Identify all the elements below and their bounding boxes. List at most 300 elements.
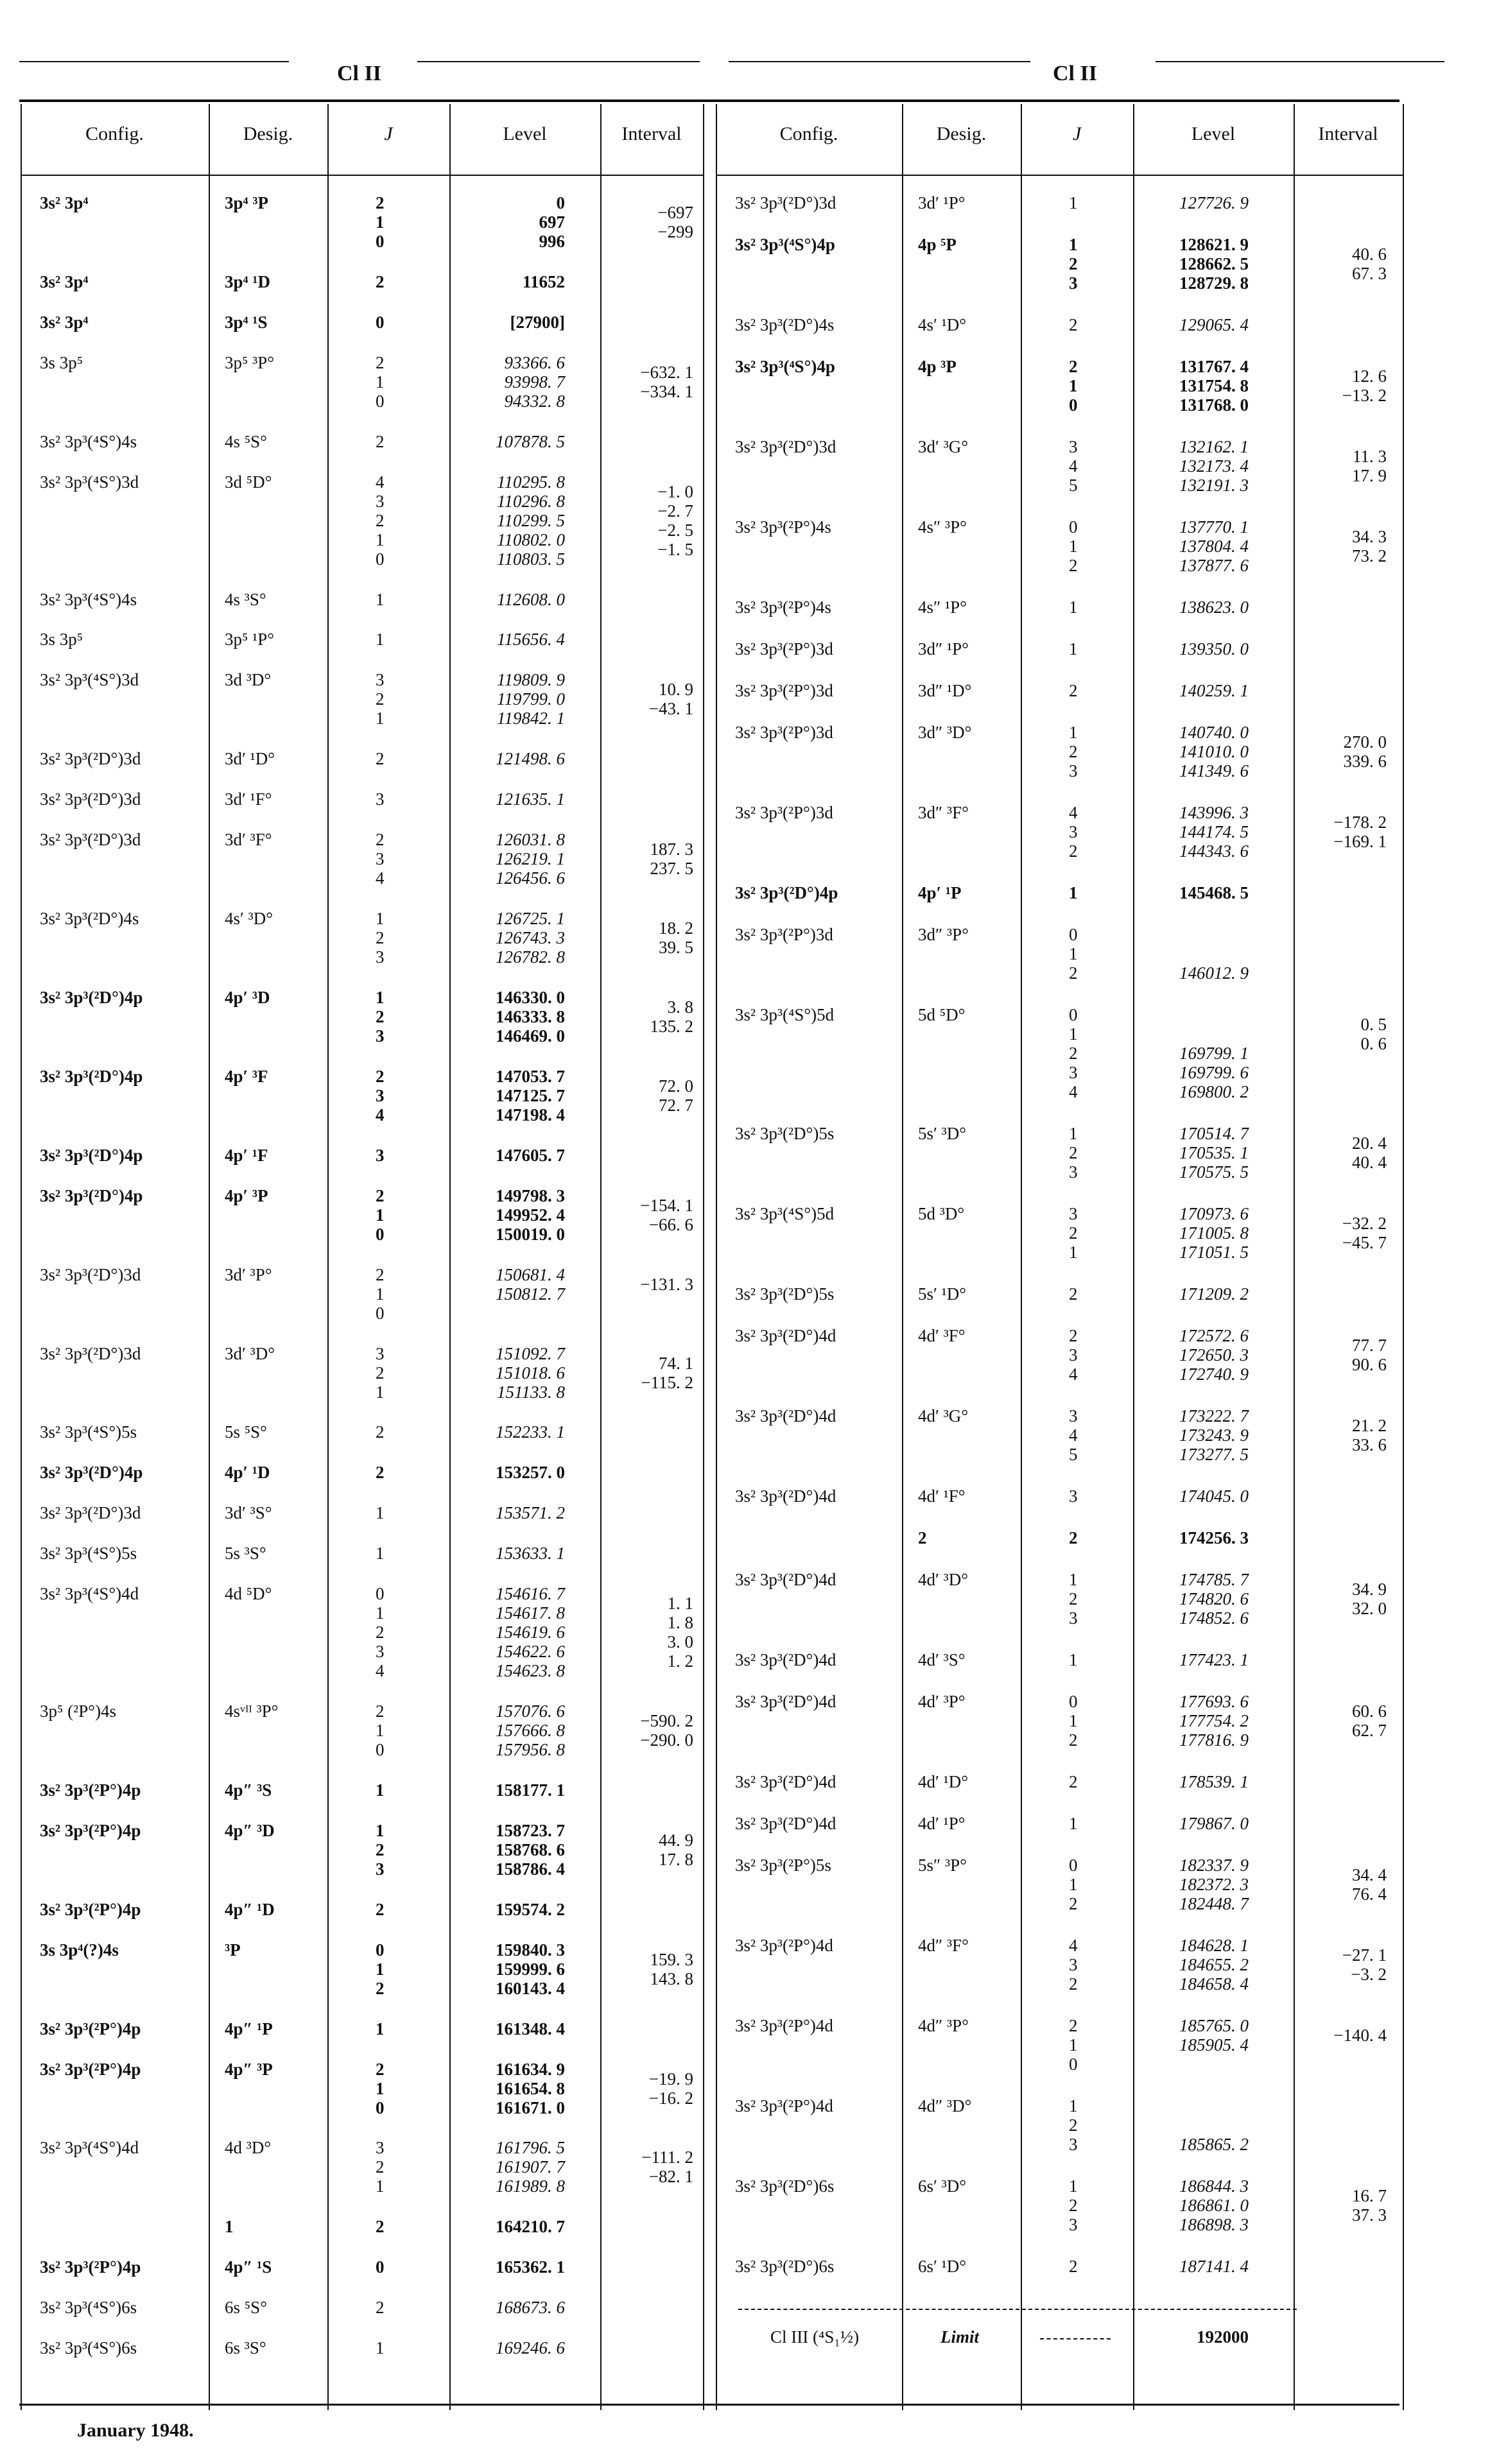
left-header-desig: Desig. bbox=[243, 123, 293, 144]
left-level-value: 146333. 8 bbox=[496, 1006, 565, 1026]
left-level-value: 160143. 4 bbox=[496, 1978, 565, 1998]
left-interval-value: −2. 5 bbox=[657, 520, 693, 540]
left-config: 3s² 3p³(⁴S°)5s bbox=[40, 1422, 137, 1442]
left-level-value: 157666. 8 bbox=[496, 1721, 565, 1740]
left-j-value: 1 bbox=[376, 630, 385, 650]
left-level-value: 149952. 4 bbox=[496, 1205, 565, 1225]
left-desig: 3d′ ¹F° bbox=[225, 789, 272, 809]
right-j-value: 2 bbox=[1069, 1730, 1078, 1750]
right-interval-value: −3. 2 bbox=[1351, 1965, 1387, 1984]
right-config: 3s² 3p³(²D°)4d bbox=[735, 1772, 836, 1791]
left-level-value: 119799. 0 bbox=[497, 689, 565, 709]
right-interval-value: 12. 6 bbox=[1352, 366, 1387, 386]
right-interval-value: 67. 3 bbox=[1352, 264, 1387, 283]
left-desig: 4sᵛᴵᴵ ³P° bbox=[225, 1702, 279, 1721]
left-interval-value: −66. 6 bbox=[648, 1214, 693, 1234]
right-j-value: 2 bbox=[1069, 1326, 1078, 1345]
right-j-value: 3 bbox=[1069, 1406, 1078, 1426]
left-interval-value: 39. 5 bbox=[659, 938, 693, 957]
right-config: 3s² 3p³(²D°)4s bbox=[735, 315, 835, 334]
left-config: 3s² 3p³(⁴S°)3d bbox=[40, 670, 139, 690]
right-j-value: 1 bbox=[1069, 2096, 1078, 2115]
left-interval-value: 17. 8 bbox=[659, 1849, 693, 1869]
left-j-value: 2 bbox=[376, 1899, 385, 1919]
limit-desig: Limit bbox=[940, 2327, 979, 2347]
right-level-value: 172740. 9 bbox=[1179, 1365, 1249, 1384]
left-j-value: 2 bbox=[376, 1463, 385, 1483]
left-interval-value: −19. 9 bbox=[648, 2069, 693, 2089]
right-level-value: 177423. 1 bbox=[1179, 1650, 1249, 1669]
right-level-value: 132191. 3 bbox=[1179, 476, 1249, 495]
right-level-value: 169799. 1 bbox=[1179, 1044, 1249, 1063]
left-config: 3s² 3p³(²D°)4p bbox=[40, 1463, 143, 1483]
right-level-value: 128621. 9 bbox=[1179, 235, 1249, 254]
right-config: 3s² 3p³(⁴S°)5d bbox=[735, 1204, 835, 1223]
right-level-value: 127726. 9 bbox=[1179, 193, 1249, 212]
left-interval-value: −290. 0 bbox=[640, 1730, 693, 1750]
right-desig: 5s′ ³D° bbox=[918, 1124, 967, 1143]
right-level-value: 146012. 9 bbox=[1179, 963, 1249, 983]
right-j-value: 3 bbox=[1069, 1204, 1078, 1223]
right-config: 3s² 3p³(²D°)5s bbox=[735, 1124, 835, 1143]
right-j-value: 1 bbox=[1069, 723, 1078, 742]
right-desig: 3d″ ¹P° bbox=[918, 639, 969, 659]
right-j-value: 2 bbox=[1069, 2257, 1078, 2276]
left-j-value: 4 bbox=[376, 1105, 385, 1124]
right-j-value: 0 bbox=[1069, 1856, 1078, 1875]
right-level-value: 179867. 0 bbox=[1179, 1814, 1249, 1833]
right-j-value: 0 bbox=[1069, 517, 1078, 537]
left-interval-value: 237. 5 bbox=[650, 859, 693, 879]
left-j-value: 2 bbox=[376, 1702, 385, 1721]
right-j-value: 1 bbox=[1069, 639, 1078, 659]
right-desig: 4d′ ³S° bbox=[918, 1650, 966, 1669]
left-level-value: 161796. 5 bbox=[496, 2138, 565, 2158]
right-config: 3s² 3p³(²D°)3d bbox=[735, 193, 836, 212]
left-level-value: 110295. 8 bbox=[497, 472, 565, 492]
left-j-value: 2 bbox=[376, 1363, 385, 1383]
right-j-value: 1 bbox=[1069, 1124, 1078, 1143]
right-interval-value: 33. 6 bbox=[1352, 1435, 1387, 1454]
left-j-value: 0 bbox=[376, 2098, 385, 2117]
right-config: 3s² 3p³(²P°)4d bbox=[735, 2096, 833, 2115]
left-j-value: 3 bbox=[376, 491, 385, 511]
right-j-value: 1 bbox=[1069, 376, 1078, 395]
left-interval-value: 44. 9 bbox=[659, 1830, 693, 1850]
left-level-value: 121498. 6 bbox=[496, 749, 565, 769]
left-j-value: 1 bbox=[376, 1205, 385, 1225]
left-interval-value: −131. 3 bbox=[640, 1274, 693, 1294]
left-config: 3s² 3p³(²D°)3d bbox=[40, 1264, 141, 1284]
left-j-value: 3 bbox=[376, 1343, 385, 1363]
left-interval-value: −632. 1 bbox=[640, 362, 693, 382]
left-j-value: 2 bbox=[376, 2059, 385, 2079]
left-config: 3s² 3p³(⁴S°)4d bbox=[40, 1584, 139, 1604]
left-level-value: 161348. 4 bbox=[496, 2019, 565, 2038]
left-level-value: 161989. 8 bbox=[496, 2176, 565, 2196]
right-desig: 4d″ ³P° bbox=[918, 2016, 969, 2035]
left-desig: 3p⁴ ¹S bbox=[225, 312, 268, 332]
left-j-value: 1 bbox=[376, 2019, 385, 2038]
right-desig: 4d′ ¹D° bbox=[918, 1772, 969, 1791]
right-config: 3s² 3p³(²D°)3d bbox=[735, 437, 836, 456]
left-desig: 4p′ ³P bbox=[225, 1185, 268, 1205]
right-level-value: 169799. 6 bbox=[1179, 1063, 1249, 1082]
right-config: 3s² 3p³(²D°)4d bbox=[735, 1570, 836, 1589]
right-j-value: 3 bbox=[1069, 761, 1078, 780]
left-interval-value: −43. 1 bbox=[648, 699, 693, 719]
right-desig: 4d′ ³P° bbox=[918, 1692, 966, 1711]
left-level-value: 158768. 6 bbox=[496, 1839, 565, 1859]
right-level-value: 128729. 8 bbox=[1179, 273, 1249, 293]
right-config: 3s² 3p³(⁴S°)4p bbox=[735, 235, 835, 254]
left-level-value: 11652 bbox=[522, 271, 565, 291]
right-j-value: 2 bbox=[1069, 1284, 1078, 1304]
left-config: 3s² 3p³(²D°)4s bbox=[40, 909, 139, 928]
left-config: 3s² 3p³(⁴S°)5s bbox=[40, 1544, 137, 1564]
left-config: 3s 3p⁵ bbox=[40, 352, 83, 372]
left-config: 3s² 3p³(²P°)4p bbox=[40, 2059, 141, 2079]
left-interval-value: 72. 7 bbox=[659, 1095, 693, 1115]
left-j-value: 1 bbox=[376, 1721, 385, 1740]
right-j-value: 3 bbox=[1069, 822, 1078, 841]
right-interval-value: −32. 2 bbox=[1342, 1214, 1387, 1233]
left-config: 3s² 3p⁴ bbox=[40, 193, 89, 212]
right-level-value: 138623. 0 bbox=[1179, 598, 1249, 617]
left-config: 3s² 3p⁴ bbox=[40, 312, 89, 332]
right-j-value: 2 bbox=[1069, 2196, 1078, 2215]
left-j-value: 2 bbox=[376, 689, 385, 709]
right-interval-value: −13. 2 bbox=[1342, 386, 1387, 405]
left-level-value: 110802. 0 bbox=[497, 530, 565, 549]
right-interval-value: 62. 7 bbox=[1352, 1721, 1387, 1740]
left-config: 3s² 3p³(²D°)3d bbox=[40, 789, 141, 809]
right-level-value: 173222. 7 bbox=[1179, 1406, 1249, 1426]
left-interval-value: 1. 1 bbox=[667, 1594, 693, 1614]
left-level-value: 996 bbox=[539, 232, 565, 251]
left-interval-value: −1. 5 bbox=[657, 539, 693, 559]
left-level-value: 161634. 9 bbox=[496, 2059, 565, 2079]
left-level-value: 147198. 4 bbox=[496, 1105, 565, 1124]
left-j-value: 1 bbox=[376, 372, 385, 392]
right-j-value: 3 bbox=[1069, 2215, 1078, 2234]
left-config: 3s² 3p³(²P°)4p bbox=[40, 2257, 141, 2277]
right-interval-value: 0. 6 bbox=[1360, 1034, 1387, 1053]
right-config: 3s² 3p³(²P°)3d bbox=[735, 639, 833, 659]
right-level-value: 171051. 5 bbox=[1179, 1243, 1249, 1262]
right-j-value: 3 bbox=[1069, 437, 1078, 456]
right-desig: 6s′ ¹D° bbox=[918, 2257, 967, 2276]
right-interval-value: 73. 2 bbox=[1352, 546, 1387, 565]
left-desig: 5s ³S° bbox=[225, 1544, 266, 1564]
left-j-value: 0 bbox=[376, 312, 385, 332]
right-j-value: 2 bbox=[1069, 556, 1078, 575]
left-level-value: 159574. 2 bbox=[496, 1899, 565, 1919]
left-level-value: 154619. 6 bbox=[496, 1623, 565, 1642]
left-j-value: 1 bbox=[376, 2078, 385, 2098]
right-interval-value: 34. 3 bbox=[1352, 527, 1387, 546]
right-level-value: 184658. 4 bbox=[1179, 1974, 1249, 1994]
left-j-value: 1 bbox=[376, 987, 385, 1007]
right-header-j: J bbox=[1072, 123, 1082, 144]
right-j-value: 1 bbox=[1069, 537, 1078, 556]
right-desig: 3d″ ³D° bbox=[918, 723, 972, 742]
left-desig: 4p″ ³P bbox=[225, 2059, 273, 2079]
right-j-value: 2 bbox=[1069, 963, 1078, 983]
right-desig: 4s′ ¹D° bbox=[918, 315, 967, 334]
left-interval-value: 1. 8 bbox=[667, 1613, 693, 1633]
right-level-value: 132162. 1 bbox=[1179, 437, 1249, 456]
right-level-value: 174045. 0 bbox=[1179, 1486, 1249, 1506]
left-interval-value: −115. 2 bbox=[641, 1372, 693, 1392]
right-j-value: 0 bbox=[1069, 925, 1078, 944]
left-desig: 4s′ ³D° bbox=[225, 909, 273, 928]
left-desig: 4d ³D° bbox=[225, 2138, 272, 2158]
left-config: 3s² 3p³(²P°)4p bbox=[40, 1780, 141, 1800]
right-level-value: 137804. 4 bbox=[1179, 537, 1249, 556]
left-level-value: 126031. 8 bbox=[496, 830, 565, 850]
page-title-left: Cl II bbox=[337, 62, 381, 85]
left-level-value: 110299. 5 bbox=[497, 510, 565, 530]
left-j-value: 3 bbox=[376, 1642, 385, 1662]
left-level-value: 158723. 7 bbox=[496, 1820, 565, 1840]
left-header-level: Level bbox=[503, 123, 547, 144]
left-col-line bbox=[21, 104, 22, 2410]
left-header-config: Config. bbox=[85, 123, 144, 144]
right-interval-value: −45. 7 bbox=[1342, 1233, 1387, 1252]
right-j-value: 2 bbox=[1069, 841, 1078, 861]
right-col-line bbox=[716, 104, 717, 2410]
left-level-value: 150812. 7 bbox=[496, 1284, 565, 1304]
left-col-line bbox=[600, 104, 602, 2410]
right-interval-value: 11. 3 bbox=[1353, 447, 1387, 466]
right-j-value: 3 bbox=[1069, 2135, 1078, 2154]
right-config: 3s² 3p³(²P°)3d bbox=[735, 723, 833, 742]
left-level-value: 153571. 2 bbox=[496, 1503, 565, 1523]
left-j-value: 0 bbox=[376, 1303, 385, 1323]
left-j-value: 1 bbox=[376, 1780, 385, 1800]
right-level-value: 174785. 7 bbox=[1179, 1570, 1249, 1589]
left-level-value: 110803. 5 bbox=[497, 549, 565, 569]
right-level-value: 170535. 1 bbox=[1179, 1143, 1249, 1162]
right-j-value: 5 bbox=[1069, 1445, 1078, 1464]
left-j-value: 3 bbox=[376, 1026, 385, 1046]
left-interval-value: −1. 0 bbox=[657, 481, 693, 501]
left-j-value: 3 bbox=[376, 849, 385, 869]
left-level-value: 151092. 7 bbox=[496, 1343, 565, 1363]
left-j-value: 1 bbox=[376, 589, 385, 609]
right-level-value: 139350. 0 bbox=[1179, 639, 1249, 659]
left-level-value: 152233. 1 bbox=[496, 1422, 565, 1442]
left-j-value: 1 bbox=[376, 1503, 385, 1523]
right-j-value: 1 bbox=[1069, 2176, 1078, 2196]
limit-j-dash bbox=[1040, 2338, 1111, 2339]
left-j-value: 1 bbox=[376, 1959, 385, 1979]
left-col-line bbox=[209, 104, 210, 2410]
left-j-value: 1 bbox=[376, 1603, 385, 1623]
left-j-value: 3 bbox=[376, 670, 385, 690]
right-level-value: 172572. 6 bbox=[1179, 1326, 1249, 1345]
left-level-value: 149798. 3 bbox=[496, 1185, 565, 1205]
right-config: 3s² 3p³(²P°)3d bbox=[735, 925, 833, 944]
right-level-value: 177816. 9 bbox=[1179, 1730, 1249, 1750]
left-level-value: 146469. 0 bbox=[496, 1026, 565, 1046]
left-desig: 4p″ ³D bbox=[225, 1820, 275, 1840]
right-desig: 3d″ ¹D° bbox=[918, 681, 972, 700]
right-interval-value: 17. 9 bbox=[1352, 466, 1387, 485]
left-desig: 6s ³S° bbox=[225, 2338, 266, 2358]
left-level-value: 158177. 1 bbox=[496, 1780, 565, 1800]
left-j-value: 2 bbox=[376, 271, 385, 291]
left-j-value: 3 bbox=[376, 1145, 385, 1165]
right-config: 3s² 3p³(²D°)6s bbox=[735, 2257, 835, 2276]
right-desig: 5d ⁵D° bbox=[918, 1005, 966, 1024]
right-desig: 4d′ ³D° bbox=[918, 1570, 969, 1589]
right-j-value: 1 bbox=[1069, 1711, 1078, 1730]
right-j-value: 1 bbox=[1069, 1814, 1078, 1833]
right-j-value: 2 bbox=[1069, 2016, 1078, 2035]
left-j-value: 3 bbox=[376, 2138, 385, 2158]
right-level-value: 174820. 6 bbox=[1179, 1589, 1249, 1608]
right-level-value: 186898. 3 bbox=[1179, 2215, 1249, 2234]
left-level-value: 154622. 6 bbox=[496, 1642, 565, 1662]
right-j-value: 1 bbox=[1069, 235, 1078, 254]
right-level-value: 170973. 6 bbox=[1179, 1204, 1249, 1223]
left-desig: 3p⁵ ¹P° bbox=[225, 630, 275, 650]
right-level-value: 173243. 9 bbox=[1179, 1426, 1249, 1445]
right-j-value: 1 bbox=[1069, 1650, 1078, 1669]
left-j-value: 0 bbox=[376, 232, 385, 251]
right-desig: 4d″ ³F° bbox=[918, 1936, 969, 1955]
right-level-value: 186844. 3 bbox=[1179, 2176, 1249, 2196]
left-interval-value: 74. 1 bbox=[659, 1353, 693, 1373]
left-desig: 4p″ ¹P bbox=[225, 2019, 273, 2038]
left-header-interval: Interval bbox=[621, 123, 682, 144]
left-level-value: 165362. 1 bbox=[496, 2257, 565, 2277]
left-level-value: 110296. 8 bbox=[497, 491, 565, 511]
left-interval-value: −2. 7 bbox=[657, 501, 693, 521]
right-interval-value: 16. 7 bbox=[1352, 2186, 1387, 2205]
left-config: 3s² 3p³(⁴S°)4s bbox=[40, 589, 137, 609]
left-level-value: 168673. 6 bbox=[496, 2298, 565, 2318]
left-desig: 4s ³S° bbox=[225, 589, 266, 609]
left-j-value: 0 bbox=[376, 1584, 385, 1604]
right-j-value: 4 bbox=[1069, 803, 1078, 822]
left-j-value: 2 bbox=[376, 1839, 385, 1859]
right-desig: 4p ³P bbox=[918, 357, 957, 376]
left-j-value: 0 bbox=[376, 391, 385, 411]
right-level-value: 140740. 0 bbox=[1179, 723, 1249, 742]
left-desig: 4p′ ³F bbox=[225, 1066, 268, 1086]
right-interval-value: 77. 7 bbox=[1352, 1336, 1387, 1355]
left-level-value: 126725. 1 bbox=[496, 909, 565, 928]
right-level-value: 182448. 7 bbox=[1179, 1894, 1249, 1913]
left-level-value: 126219. 1 bbox=[496, 849, 565, 869]
right-j-value: 1 bbox=[1069, 598, 1078, 617]
right-config: 3s² 3p³(²P°)4d bbox=[735, 1936, 833, 1955]
right-level-value: 185905. 4 bbox=[1179, 2035, 1249, 2055]
left-desig: 3d′ ³P° bbox=[225, 1264, 272, 1284]
right-level-value: 144343. 6 bbox=[1179, 841, 1249, 861]
right-desig: 2 bbox=[918, 1528, 927, 1547]
left-j-value: 4 bbox=[376, 472, 385, 492]
left-j-value: 2 bbox=[376, 1264, 385, 1284]
left-j-value: 2 bbox=[376, 2298, 385, 2318]
right-j-value: 2 bbox=[1069, 1528, 1078, 1547]
right-j-value: 2 bbox=[1069, 2115, 1078, 2135]
right-config: 3s² 3p³(²D°)4d bbox=[735, 1814, 836, 1833]
left-j-value: 2 bbox=[376, 193, 385, 212]
left-interval-value: 135. 2 bbox=[650, 1016, 693, 1036]
right-j-value: 1 bbox=[1069, 944, 1078, 963]
right-level-value: 177754. 2 bbox=[1179, 1711, 1249, 1730]
left-header-bottom bbox=[21, 175, 703, 176]
right-j-value: 2 bbox=[1069, 1223, 1078, 1243]
right-j-value: 1 bbox=[1069, 1875, 1078, 1894]
left-level-value: 153633. 1 bbox=[496, 1544, 565, 1564]
left-config: 3s² 3p³(²D°)3d bbox=[40, 1503, 141, 1523]
left-j-value: 4 bbox=[376, 868, 385, 888]
right-j-value: 1 bbox=[1069, 2035, 1078, 2055]
left-level-value: 147053. 7 bbox=[496, 1066, 565, 1086]
left-desig: 3d ³D° bbox=[225, 670, 272, 690]
left-j-value: 2 bbox=[376, 1185, 385, 1205]
right-j-value: 3 bbox=[1069, 1486, 1078, 1506]
left-j-value: 2 bbox=[376, 749, 385, 769]
right-level-value: 143996. 3 bbox=[1179, 803, 1249, 822]
right-j-value: 2 bbox=[1069, 357, 1078, 376]
right-level-value: 184628. 1 bbox=[1179, 1936, 1249, 1955]
right-desig: 3d″ ³P° bbox=[918, 925, 969, 944]
right-config: 3s² 3p³(⁴S°)4p bbox=[735, 357, 835, 376]
right-interval-value: 60. 6 bbox=[1352, 1702, 1387, 1721]
left-j-value: 2 bbox=[376, 2157, 385, 2177]
left-interval-value: 143. 8 bbox=[650, 1969, 693, 1988]
right-j-value: 0 bbox=[1069, 2055, 1078, 2074]
right-level-value: 169800. 2 bbox=[1179, 1082, 1249, 1101]
page-title-right: Cl II bbox=[1053, 62, 1097, 85]
right-level-value: 170514. 7 bbox=[1179, 1124, 1249, 1143]
left-j-value: 1 bbox=[376, 1544, 385, 1564]
right-j-value: 0 bbox=[1069, 395, 1078, 415]
right-j-value: 3 bbox=[1069, 1345, 1078, 1365]
left-desig: 4p″ ¹S bbox=[225, 2257, 272, 2277]
right-j-value: 3 bbox=[1069, 1955, 1078, 1974]
left-j-value: 1 bbox=[376, 530, 385, 549]
right-level-value: 177693. 6 bbox=[1179, 1692, 1249, 1711]
left-config: 3s² 3p³(⁴S°)6s bbox=[40, 2298, 137, 2318]
left-desig: 3d ⁵D° bbox=[225, 472, 272, 492]
right-j-value: 2 bbox=[1069, 742, 1078, 761]
right-desig: 4d″ ³D° bbox=[918, 2096, 972, 2115]
right-level-value: 131767. 4 bbox=[1179, 357, 1249, 376]
right-level-value: 174256. 3 bbox=[1179, 1528, 1249, 1547]
left-level-value: 93366. 6 bbox=[504, 352, 565, 372]
left-j-value: 2 bbox=[376, 431, 385, 451]
right-config: 3s² 3p³(²D°)4d bbox=[735, 1650, 836, 1669]
left-j-value: 1 bbox=[376, 1382, 385, 1402]
left-desig: 1 bbox=[225, 2217, 234, 2237]
right-config: 3s² 3p³(²P°)3d bbox=[735, 681, 833, 700]
right-j-value: 2 bbox=[1069, 1143, 1078, 1162]
left-level-value: [27900] bbox=[510, 312, 565, 332]
right-config: 3s² 3p³(²D°)4p bbox=[735, 883, 838, 902]
left-j-value: 0 bbox=[376, 1740, 385, 1759]
left-j-value: 2 bbox=[376, 1978, 385, 1998]
right-config: 3s² 3p³(²D°)6s bbox=[735, 2176, 835, 2196]
left-interval-value: −299 bbox=[657, 222, 693, 241]
left-j-value: 4 bbox=[376, 1661, 385, 1681]
